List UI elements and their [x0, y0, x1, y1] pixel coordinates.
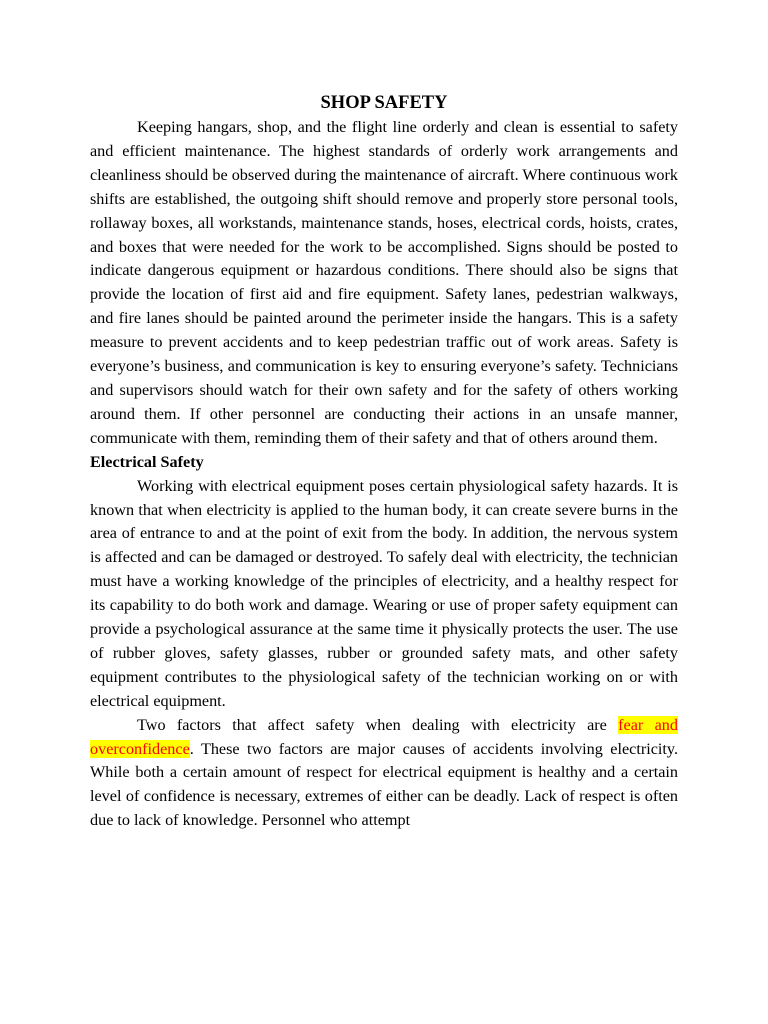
page-title: SHOP SAFETY: [320, 93, 448, 113]
intro-paragraph: Keeping hangars, shop, and the flight line orderly and clean is essential to safety and efficient maintenance. The highest standards of orderly work arrangements and cleanliness should be observed during the maintenance of aircraft. Where continuous work shifts are established, the outgoing shift should remove and properly store personal tools, rollaway boxes, all workstands, maintenance stands, hoses, electrical cords, hoists, crates, and boxes that were needed for the work to be accomplished. Signs should be posted to indicate dangerous equipment or hazardous conditions. There should also be signs that provide the location of first aid and fire equipment. Safety lanes, pedestrian walkways, and fire lanes should be painted around the perimeter inside the hangars. This is a safety measure to prevent accidents and to keep pedestrian traffic out of work areas. Safety is everyone’s business, and communication is key to ensuring everyone’s safety. Technicians and supervisors should watch for their own safety and for the safety of others working around them. If other personnel are conducting their actions in an unsafe manner, communicate with them, reminding them of their safety and that of others around them.: [90, 118, 678, 447]
highlighted-text: fear and overconfidence: [90, 715, 678, 758]
factors-text-before: Two factors that affect safety when dealing with electricity are: [137, 715, 619, 734]
factors-text-after: . These two factors are major causes of accidents involving electricity. While both a certain amount of respect for electrical equipment is healthy and a certain level of confidence is necessary, extremes of either can be deadly. Lack of respect is often due to lack of knowledge. Personnel who attempt: [90, 739, 678, 830]
electrical-paragraph: Working with electrical equipment poses certain physiological safety hazards. It is known that when electricity is applied to the human body, it can create severe burns in the area of entrance to and at the point of exit from the body. In addition, the nervous system is affected and can be damaged or destroyed. To safely deal with electricity, the technician must have a working knowledge of the principles of electricity, and a healthy respect for its capability to do both work and damage. Wearing or use of proper safety equipment can provide a psychological assurance at the same time it physically protects the user. The use of rubber gloves, safety glasses, rubber or grounded safety mats, and other safety equipment contributes to the physiological safety of the technician working on or with electrical equipment.: [90, 476, 678, 710]
factors-paragraph: [90, 714, 678, 834]
section-heading: Electrical Safety: [90, 452, 204, 471]
